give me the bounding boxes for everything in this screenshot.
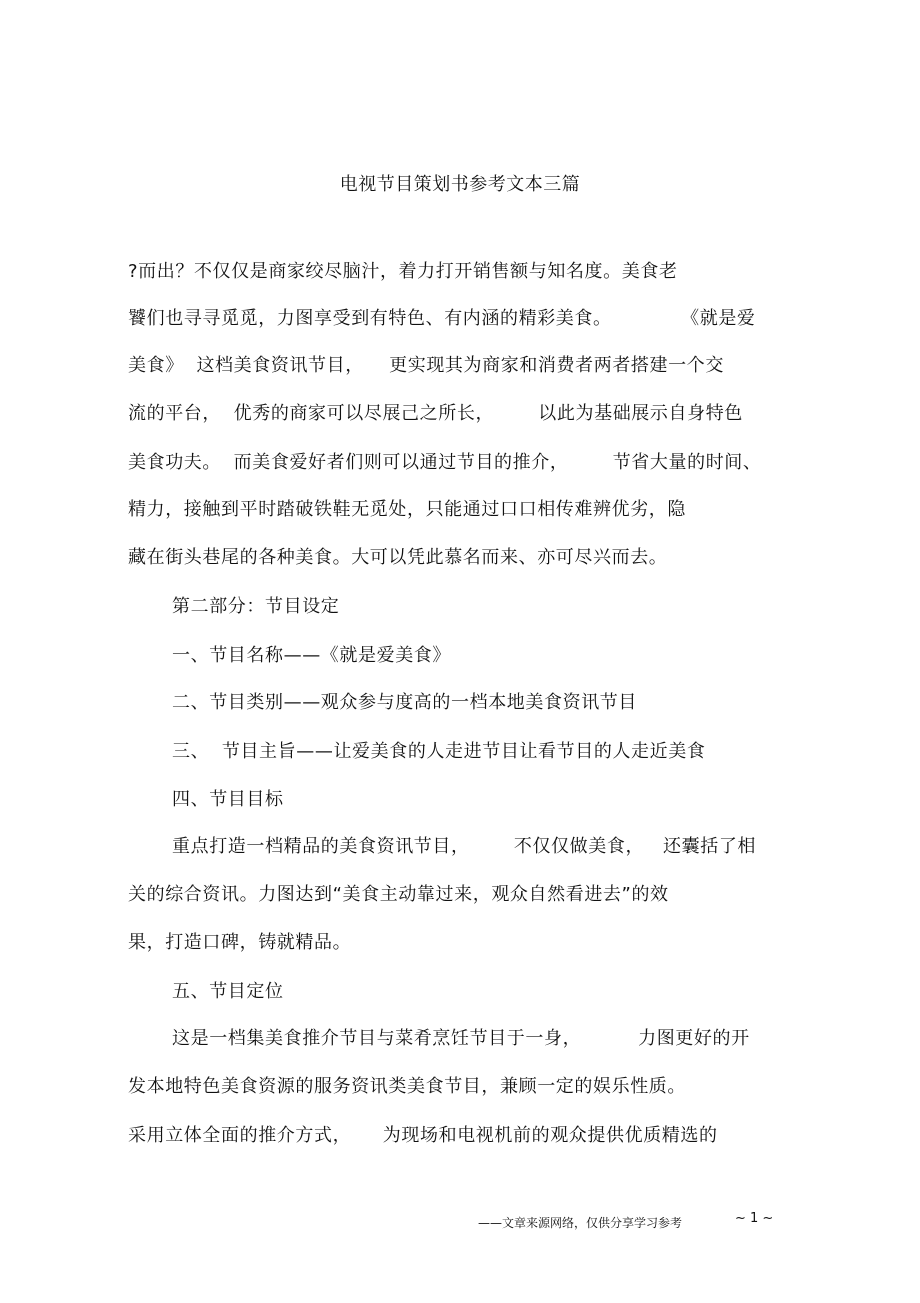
- body-line: 关的综合资讯。力图达到“美食主动靠过来，观众自然看进去”的效: [128, 884, 669, 905]
- list-item: 四、节目目标: [172, 789, 284, 810]
- section-heading: 第二部分：节目设定: [172, 596, 340, 617]
- footer-note: ——文章来源网络，仅供分享学习参考: [478, 1216, 683, 1230]
- list-item: 一、节目名称——《就是爱美食》: [172, 645, 451, 666]
- body-line: 重点打造一档精品的美食资讯节目， 不仅仅做美食， 还囊括了相: [172, 836, 757, 857]
- list-item: 三、 节目主旨——让爱美食的人走进节目让看节目的人走近美食: [172, 741, 706, 762]
- body-line: ?而出？不仅仅是商家绞尽脑汁，着力打开销售额与知名度。美食老: [128, 261, 678, 282]
- list-item: 二、节目类别——观众参与度高的一档本地美食资讯节目: [172, 692, 637, 713]
- body-line: 采用立体全面的推介方式， 为现场和电视机前的观众提供优质精选的: [128, 1125, 718, 1146]
- body-line: 美食》 这档美食资讯节目， 更实现其为商家和消费者两者搭建一个交: [128, 355, 724, 376]
- page-number: ~ 1 ~: [735, 1211, 774, 1226]
- body-line: 发本地特色美食资源的服务资讯类美食节目，兼顾一定的娱乐性质。: [128, 1076, 686, 1097]
- body-line: 藏在街头巷尾的各种美食。大可以凭此慕名而来、亦可尽兴而去。: [128, 547, 668, 568]
- document-title: 电视节目策划书参考文本三篇: [339, 174, 581, 195]
- body-line: 果，打造口碑，铸就精品。: [128, 932, 352, 953]
- body-line: 精力，接触到平时踏破铁鞋无觅处，只能通过口口相传难辨优劣，隐: [128, 499, 686, 520]
- body-line: 这是一档集美食推介节目与菜肴烹饪节目于一身， 力图更好的开: [172, 1028, 750, 1049]
- body-line: 美食功夫。 而美食爱好者们则可以通过节目的推介， 节省大量的时间、: [128, 452, 762, 473]
- list-item: 五、节目定位: [172, 981, 284, 1002]
- body-line: 流的平台， 优秀的商家可以尽展己之所长， 以此为基础展示自身特色: [128, 403, 743, 424]
- body-line: 饕们也寻寻觅觅，力图享受到有特色、有内涵的精彩美食。 《就是爱: [128, 308, 756, 329]
